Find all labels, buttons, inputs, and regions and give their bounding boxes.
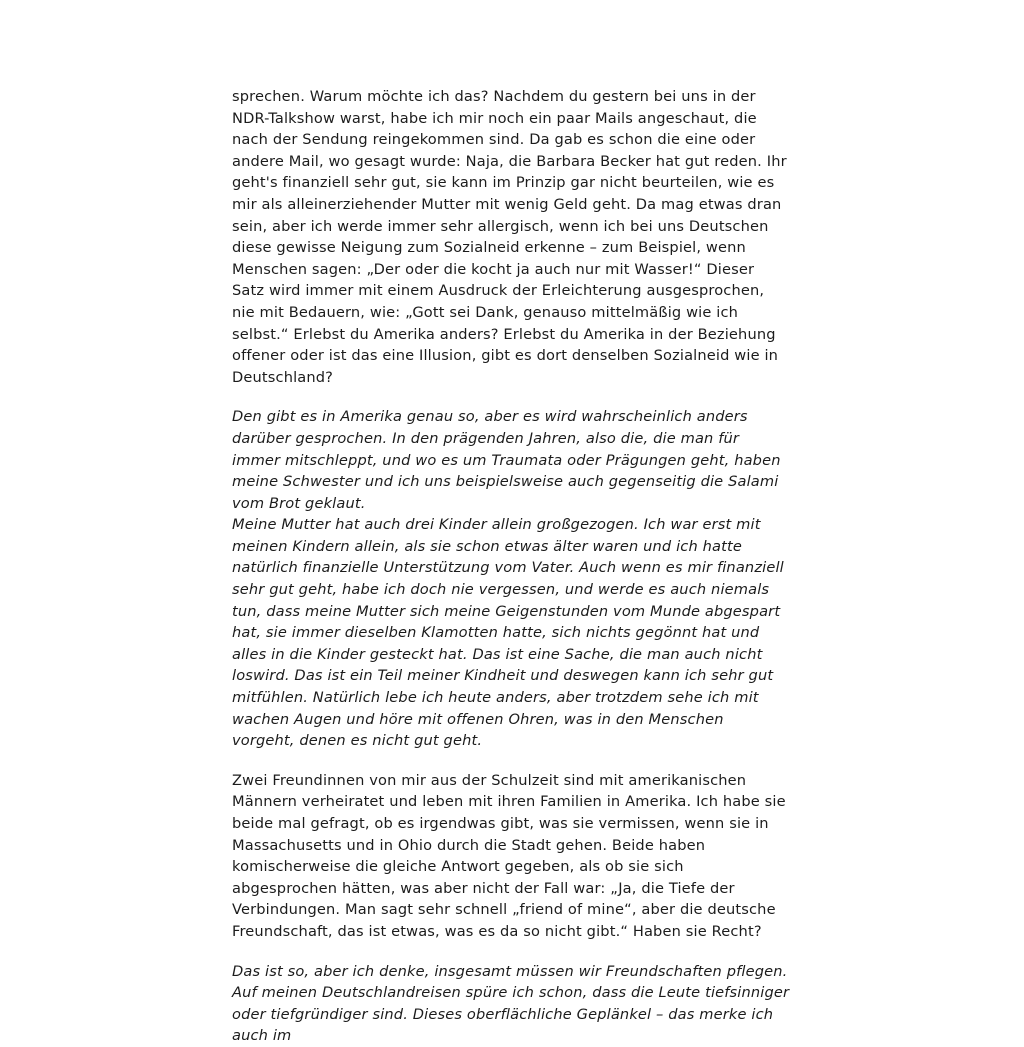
paragraph-spacer: [232, 752, 790, 770]
paragraph-interviewer-1: sprechen. Warum möchte ich das? Nachdem du gestern bei uns in der NDR-Talkshow warst, habe ich mir noch ein paar Mails angeschaut, die nach der Sendung reingekommen sind. Da gab es schon die eine oder andere Mail, wo gesagt wurde: Naja, die Barbara Becker hat gut reden. Ihr geht's finanziell sehr gut, sie kann im Prinzip gar nicht beurteilen, wie es mir als alleinerziehender Mutter mit wenig Geld geht. Da mag etwas dran sein, aber ich werde immer sehr allergisch, wenn ich bei uns Deutschen diese gewisse Neigung zum Sozialneid erkenne – zum Beispiel, wenn Menschen sagen: „Der oder die kocht ja auch nur mit Wasser!“ Dieser Satz wird immer mit einem Ausdruck der Erleichterung ausgesprochen, nie mit Bedauern, wie: „Gott sei Dank, genauso mittelmäßig wie ich selbst.“ Erlebst du Amerika anders? Erlebst du Amerika in der Beziehung offener oder ist das eine Illusion, gibt es dort denselben Sozialneid wie in Deutschland?: [232, 88, 792, 386]
paragraph-interviewer-2: Zwei Freundinnen von mir aus der Schulzeit sind mit amerikanischen Männern verheiratet und leben mit ihren Familien in Amerika. Ich habe sie beide mal gefragt, ob es irgendwas gibt, was sie vermissen, wenn sie in Massachusetts und in Ohio durch die Stadt gehen. Beide haben komischerweise die gleiche Antwort gegeben, als ob sie sich abgesprochen hätten, was aber nicht der Fall war: „Ja, die Tiefe der Verbindungen. Man sagt sehr schnell „friend of mine“, aber die deutsche Freundschaft, das ist etwas, was es da so nicht gibt.“ Haben sie Recht?: [232, 771, 791, 940]
paragraph-answer-1a: Den gibt es in Amerika genau so, aber es wird wahrscheinlich anders darüber gesprochen. In den prägenden Jahren, also die, die man für immer mitschleppt, und wo es um Traumata oder Prägungen geht, haben meine Schwester und ich uns beispielsweise auch gegenseitig die Salami vom Brot geklaut.: [232, 408, 786, 512]
text-column: [232, 86, 794, 1047]
paragraph-spacer: [232, 388, 790, 406]
paragraph-spacer: [232, 943, 790, 961]
paragraph-answer-1b: Meine Mutter hat auch drei Kinder allein großgezogen. Ich war erst mit meinen Kindern allein, als sie schon etwas älter waren und ich hatte natürlich finanzielle Unterstützung vom Vater. Auch wenn es mir finanziell sehr gut geht, habe ich doch nie vergessen, und werde es auch niemals tun, dass meine Mutter sich meine Geigenstunden vom Munde abgespart hat, sie immer dieselben Klamotten hatte, sich nichts gegönnt hat und alles in die Kinder gesteckt hat. Das ist eine Sache, die man auch nicht loswird. Das ist ein Teil meiner Kindheit und deswegen kann ich sehr gut mitfühlen. Natürlich lebe ich heute anders, aber trotzdem sehe ich mit wachen Augen und höre mit offenen Ohren, was in den Menschen vorgeht, denen es nicht gut geht.: [232, 516, 789, 750]
paragraph-answer-2: Das ist so, aber ich denke, insgesamt müssen wir Freundschaften pflegen. Auf meinen Deutschlandreisen spüre ich schon, dass die Leute tiefsinniger oder tiefgründiger sind. Dieses oberflächliche Geplänkel – das merke ich auch im: [232, 962, 794, 1045]
